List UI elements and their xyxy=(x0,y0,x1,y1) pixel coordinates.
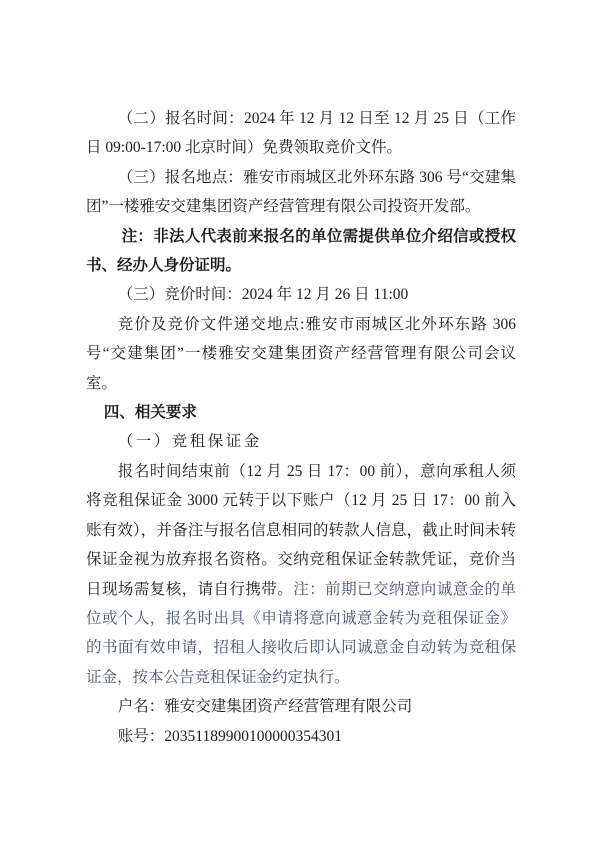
paragraph-bidding-time: （三）竞价时间：2024 年 12 月 26 日 11:00 xyxy=(117,286,409,304)
paragraph-account-name: 户名：雅安交建集团资产经营管理有限公司 xyxy=(117,698,413,716)
paragraph-bidding-place: 竞价及竞价文件递交地点:雅安市雨城区北外环东路 306 号“交建集团”一楼雅安交建集团资产经营管理有限公司会议室。 xyxy=(86,315,516,392)
deposit-body-note-text: 注：前期已交纳意向诚意金的单位或个人，报名时出具《申请将意向诚意金转为竞租保证金》的书面有效申请，招租人接收后即认同诚意金自动转为竞租保证金，按本公告竞租保证金约定执行。 xyxy=(86,580,516,686)
subsection-heading-deposit: （一）竞租保证金 xyxy=(117,433,262,451)
paragraph-registration-place: （三）报名地点：雅安市雨城区北外环东路 306 号“交建集团”一楼雅安交建集团资产经营管理有限公司投资开发部。 xyxy=(86,168,516,216)
paragraph-note-non-legal-rep: 注：非法人代表前来报名的单位需提供单位介绍信或授权书、经办人身份证明。 xyxy=(86,227,516,275)
deposit-body-main-text: 报名时间结束前（12 月 25 日 17：00 前），意向承租人须将竞租保证金 3000 元转于以下账户（12 月 25 日 17：00 前入账有效），并备注与报名信息相同的转款人信息，截止时间未转保证金视为放弃报名资格。交纳竞租保证金转款凭证，竞价当日现场需复核，请自行携带。 xyxy=(86,462,516,598)
section-heading-related-requirements: 四、相关要求 xyxy=(103,404,197,422)
paragraph-registration-time: （二）报名时间：2024 年 12 月 12 日至 12 月 25 日（工作日 09:00-17:00 北京时间）免费领取竞价文件。 xyxy=(86,110,516,157)
paragraph-deposit-body xyxy=(86,457,516,692)
paragraph-account-number: 账号：20351189900100000354301 xyxy=(117,727,342,745)
